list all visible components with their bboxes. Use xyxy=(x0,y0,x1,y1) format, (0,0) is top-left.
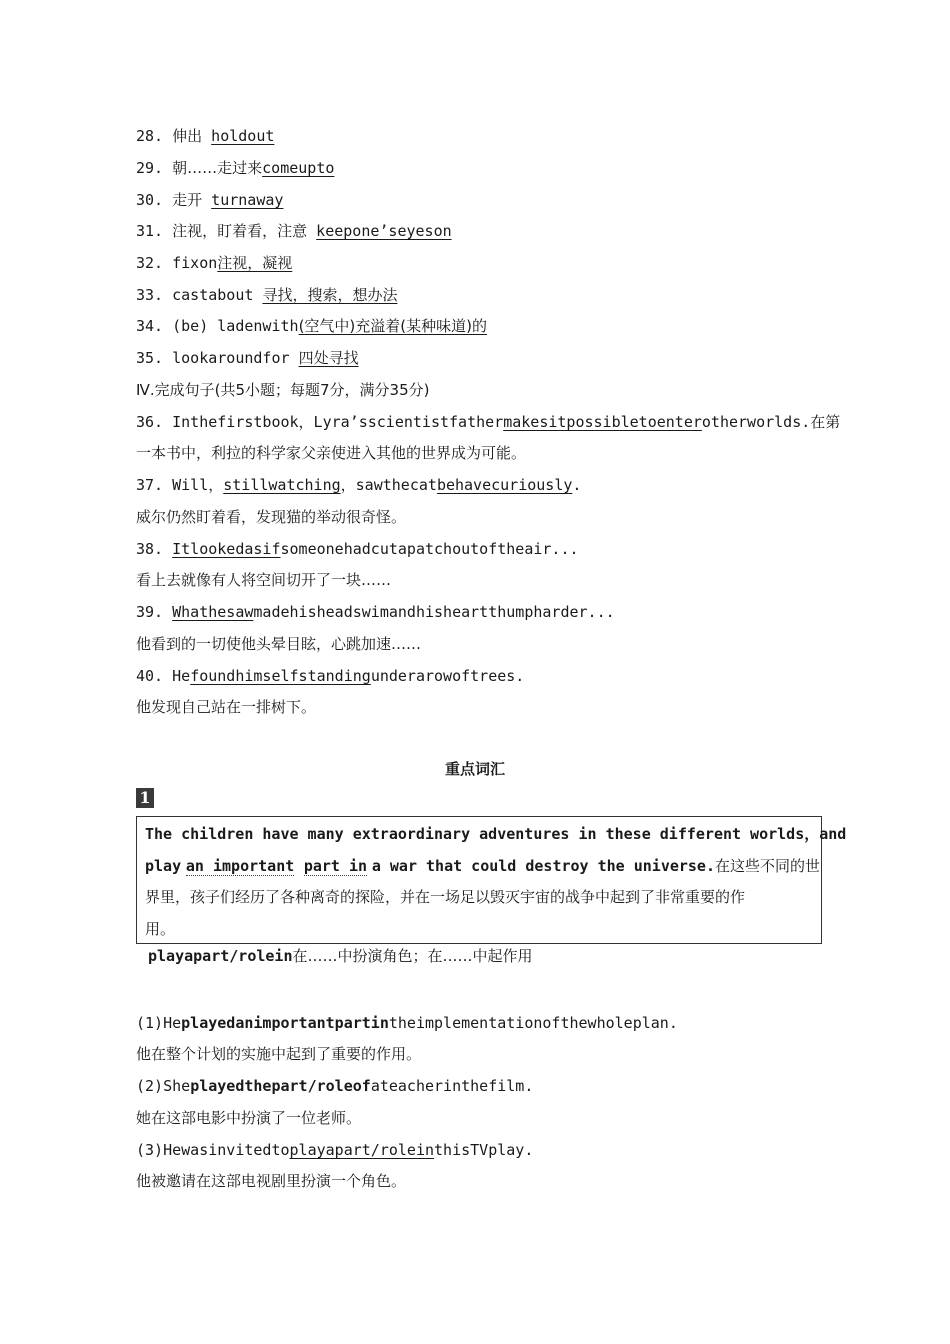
item-number: 30. xyxy=(136,191,164,209)
item-answer: 寻找，搜索，想办法 xyxy=(262,286,398,304)
item-cn: 朝……走过来 xyxy=(172,159,263,177)
item-number: 32. xyxy=(136,254,164,272)
example-3 xyxy=(136,1140,533,1160)
item-number: 29. xyxy=(136,159,164,177)
example-text: ateacherinthefilm. xyxy=(370,1077,534,1095)
box-text: a war that could destroy the universe. xyxy=(371,856,715,875)
box-word-highlight: an important xyxy=(185,856,295,875)
key-phrase-en: playapart/rolein xyxy=(148,947,293,965)
example-highlight: playapart/rolein xyxy=(289,1141,435,1159)
example-text: thisTVplay. xyxy=(434,1141,534,1159)
sentence-text: He xyxy=(172,667,191,685)
example-1 xyxy=(136,1013,678,1033)
item-number: 35. xyxy=(136,349,164,367)
item-35 xyxy=(136,348,359,368)
sentence-answer: stillwatching xyxy=(223,476,341,494)
sentence-text: Will， xyxy=(172,476,224,494)
item-number: 28. xyxy=(136,127,164,145)
section-heading: 重点词汇 xyxy=(444,760,505,778)
item-cn: 注视，盯着看，注意 xyxy=(172,222,308,240)
sentence-39 xyxy=(136,602,615,622)
sentence-37-translation: 威尔仍然盯着看，发现猫的举动很奇怪。 xyxy=(136,508,407,526)
sentence-number: 36. xyxy=(136,413,164,431)
sentence-answer: behavecuriously xyxy=(436,476,573,494)
item-number: 31. xyxy=(136,222,164,240)
item-31 xyxy=(136,221,452,241)
sentence-40 xyxy=(136,666,524,686)
item-en: lookaroundfor xyxy=(172,349,290,367)
section-title: Ⅳ.完成句子(共5小题；每题7分，满分35分) xyxy=(136,381,430,399)
sentence-text: otherworlds.在第 xyxy=(701,413,841,431)
item-answer: turnaway xyxy=(211,191,284,209)
box-line-1: The children have many extraordinary adventures in these different worlds，and xyxy=(145,825,847,843)
item-cn: 伸出 xyxy=(172,127,203,145)
sentence-36 xyxy=(136,412,840,432)
item-30 xyxy=(136,190,283,210)
sentence-36-translation: 一本书中，利拉的科学家父亲使进入其他的世界成为可能。 xyxy=(136,444,527,462)
item-en: castabout xyxy=(172,286,254,304)
item-cn: 走开 xyxy=(172,191,203,209)
example-3-translation: 他被邀请在这部电视剧里扮演一个角色。 xyxy=(136,1172,407,1190)
item-33 xyxy=(136,285,397,305)
sentence-38-translation: 看上去就像有人将空间切开了一块…… xyxy=(136,571,392,589)
example-highlight: playedanimportantpartin xyxy=(181,1014,389,1032)
example-box xyxy=(136,816,847,944)
sentence-number: 39. xyxy=(136,603,164,621)
box-word-highlight: part in xyxy=(303,856,368,875)
example-2 xyxy=(136,1076,533,1096)
sentence-40-translation: 他发现自己站在一排树下。 xyxy=(136,698,317,716)
sentence-answer: Whathesaw xyxy=(172,603,254,621)
box-line-4: 用。 xyxy=(145,919,176,938)
item-29 xyxy=(136,158,334,178)
sentence-text: madehisheadswimandhisheartthumpharder... xyxy=(253,603,615,621)
item-en: fixon xyxy=(172,254,218,272)
item-number: 33. xyxy=(136,286,164,304)
sentence-text: Inthefirstbook，Lyra’sscientistfather xyxy=(172,413,504,431)
sentence-text: . xyxy=(572,476,582,494)
item-answer: 注视，凝视 xyxy=(217,254,293,272)
vocab-number-badge: 1 xyxy=(136,788,154,808)
item-number: 34. xyxy=(136,317,164,335)
box-line-3: 界里，孩子们经历了各种离奇的探险，并在一场足以毁灭宇宙的战争中起到了非常重要的作 xyxy=(145,888,746,906)
item-28 xyxy=(136,126,274,146)
item-answer: 四处寻找 xyxy=(298,349,359,367)
sentence-number: 38. xyxy=(136,540,164,558)
item-en: (be) ladenwith xyxy=(172,317,299,335)
sentence-39-translation: 他看到的一切使他头晕目眩，心跳加速…… xyxy=(136,635,422,653)
item-answer: holdout xyxy=(211,127,275,145)
sentence-text: ，sawthecat xyxy=(340,476,437,494)
sentence-37 xyxy=(136,475,581,495)
box-line-2 xyxy=(145,851,821,883)
example-2-translation: 她在这部电影中扮演了一位老师。 xyxy=(136,1109,362,1127)
sentence-answer: makesitpossibletoenter xyxy=(503,413,702,431)
item-answer: comeupto xyxy=(262,159,335,177)
example-text: (2)She xyxy=(136,1077,191,1095)
example-highlight: playedthepart/roleof xyxy=(190,1077,371,1095)
sentence-text: someonehadcutapatchoutoftheair... xyxy=(280,540,579,558)
example-text: theimplementationofthewholeplan. xyxy=(388,1014,678,1032)
item-32 xyxy=(136,253,292,273)
item-answer: (空气中)充溢着(某种味道)的 xyxy=(298,317,487,335)
key-phrase xyxy=(148,946,533,966)
item-answer: keepone’seyeson xyxy=(316,222,452,240)
sentence-38 xyxy=(136,539,579,559)
example-text: (1)He xyxy=(136,1014,182,1032)
sentence-text: underarowoftrees. xyxy=(370,667,525,685)
sentence-answer: foundhimselfstanding xyxy=(190,667,371,685)
box-word: play xyxy=(145,856,182,875)
item-34 xyxy=(136,316,487,336)
key-phrase-cn: 在……中扮演角色；在……中起作用 xyxy=(292,947,533,965)
box-translation: 在这些不同的世 xyxy=(715,856,821,875)
example-1-translation: 他在整个计划的实施中起到了重要的作用。 xyxy=(136,1045,422,1063)
sentence-number: 40. xyxy=(136,667,164,685)
sentence-number: 37. xyxy=(136,476,164,494)
sentence-answer: Itlookedasif xyxy=(172,540,281,558)
example-text: (3)Hewasinvitedto xyxy=(136,1141,290,1159)
